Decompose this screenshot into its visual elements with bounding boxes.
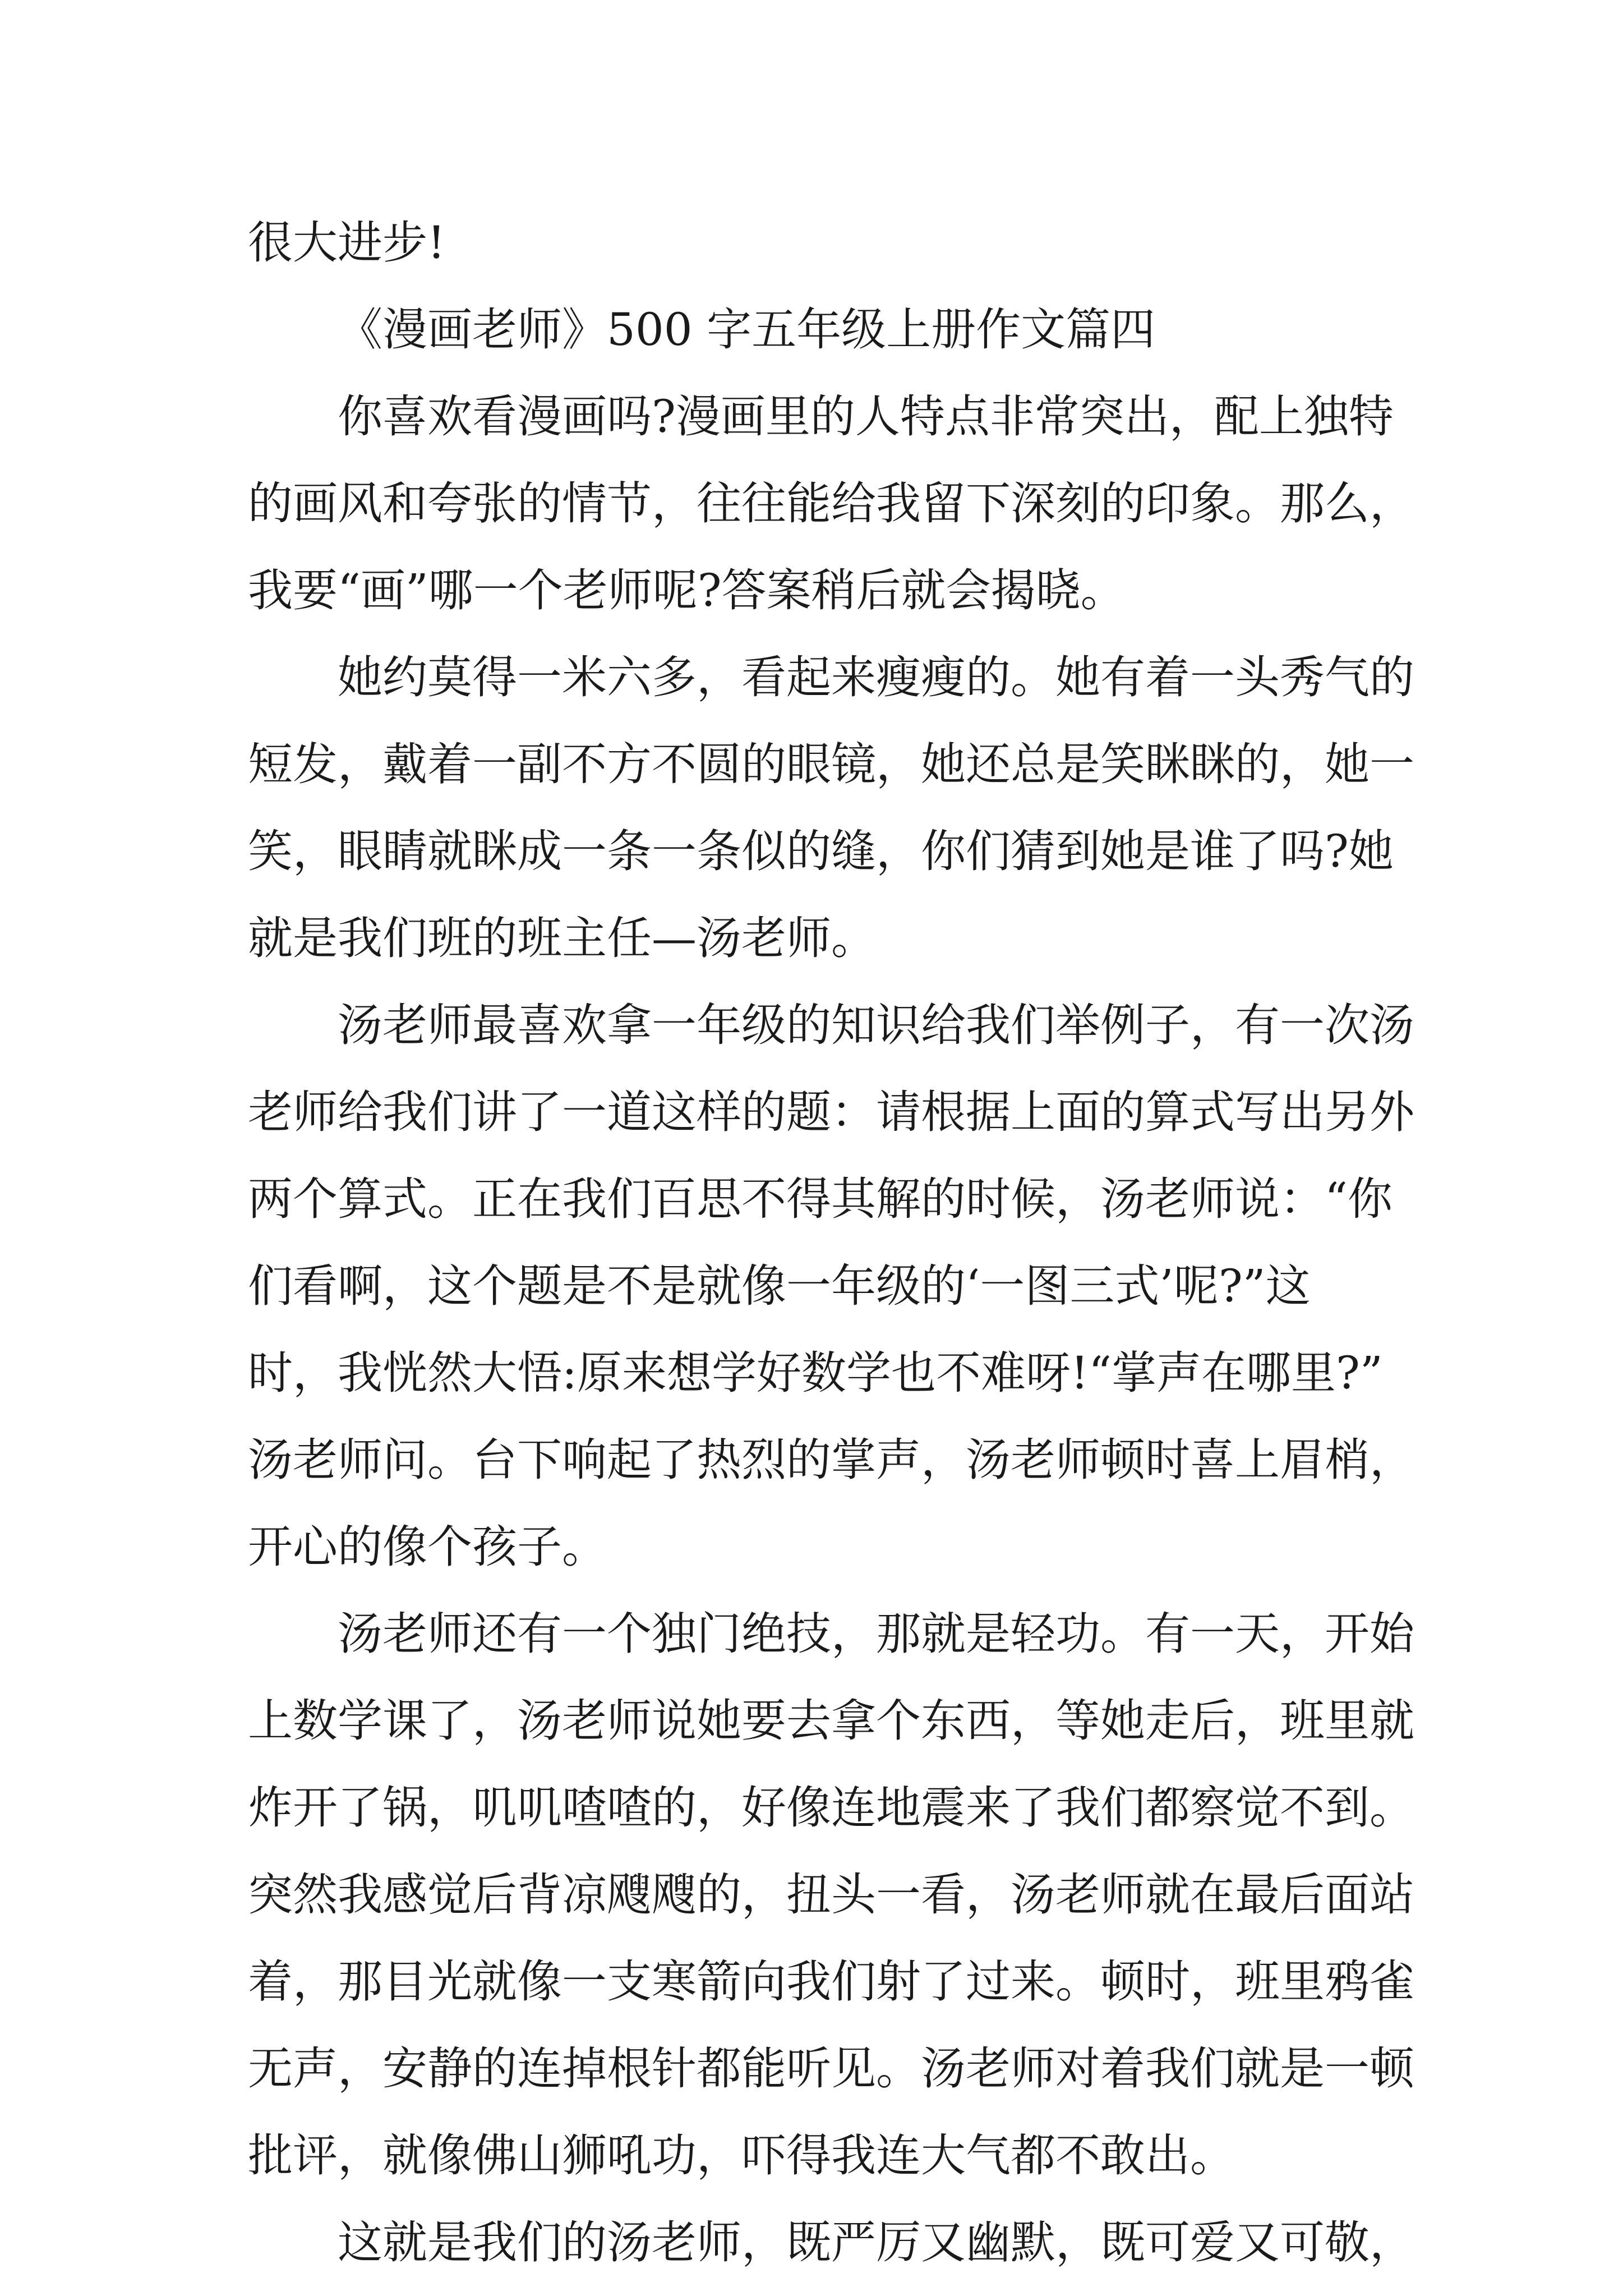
text-line: 上数学课了，汤老师说她要去拿个东西，等她走后，班里就	[248, 1695, 1414, 1747]
text-line: 短发，戴着一副不方不圆的眼镜，她还总是笑眯眯的，她一	[248, 738, 1414, 790]
text-line: 的画风和夸张的情节，往往能给我留下深刻的印象。那么，	[248, 477, 1414, 530]
text-line: 两个算式。正在我们百思不得其解的时候，汤老师说：“你	[248, 1173, 1393, 1225]
text-line: 时，我恍然大悟:原来想学好数学也不难呀!“掌声在哪里?”	[248, 1347, 1383, 1399]
text-line: 着，那目光就像一支寒箭向我们射了过来。顿时，班里鸦雀	[248, 1955, 1414, 2008]
essay-body	[248, 199, 1426, 2286]
paragraph-line: 汤老师还有一个独门绝技，那就是轻功。有一天，开始	[338, 1608, 1414, 1660]
paragraph-line: 她约莫得一米六多，看起来瘦瘦的。她有着一头秀气的	[338, 651, 1414, 703]
text-line: 批评，就像佛山狮吼功，吓得我连大气都不敢出。	[248, 2129, 1235, 2182]
text-line: 就是我们班的班主任—汤老师。	[248, 912, 876, 964]
paragraph-line: 你喜欢看漫画吗?漫画里的人特点非常突出，配上独特	[338, 390, 1394, 443]
text-line: 汤老师问。台下响起了热烈的掌声，汤老师顿时喜上眉梢，	[248, 1434, 1414, 1486]
text-line: 突然我感觉后背凉飕飕的，扭头一看，汤老师就在最后面站	[248, 1869, 1414, 1921]
essay-title: 《漫画老师》500 字五年级上册作文篇四	[338, 303, 1156, 356]
paragraph-line: 这就是我们的汤老师，既严厉又幽默，既可爱又可敬，	[338, 2216, 1414, 2269]
text-line: 笑，眼睛就眯成一条一条似的缝，你们猜到她是谁了吗?她	[248, 825, 1394, 877]
text-line: 们看啊，这个题是不是就像一年级的‘一图三式’呢?”这	[248, 1260, 1311, 1312]
text-line: 我要“画”哪一个老师呢?答案稍后就会揭晓。	[248, 564, 1126, 616]
text-line: 无声，安静的连掉根针都能听见。汤老师对着我们就是一顿	[248, 2042, 1414, 2095]
text-line: 炸开了锅，叽叽喳喳的，好像连地震来了我们都察觉不到。	[248, 1782, 1414, 1834]
text-line: 开心的像个孩子。	[248, 1521, 607, 1573]
text-line: 老师给我们讲了一道这样的题：请根据上面的算式写出另外	[248, 1086, 1414, 1138]
text-line: 很大进步!	[248, 217, 446, 269]
paragraph-line: 汤老师最喜欢拿一年级的知识给我们举例子，有一次汤	[338, 999, 1414, 1051]
